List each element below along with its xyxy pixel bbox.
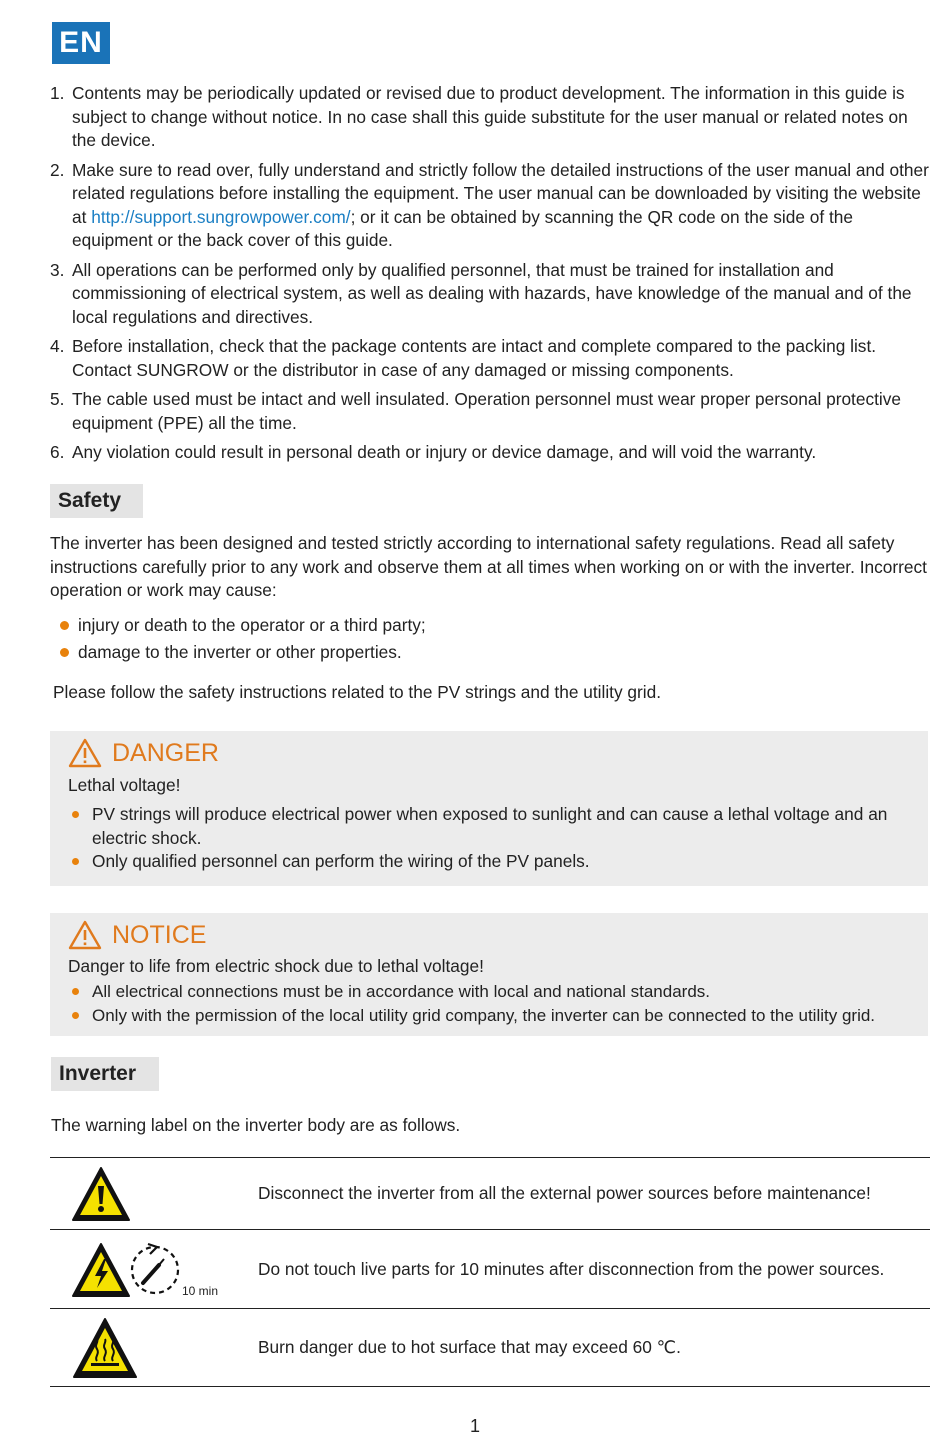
bullet-dot-icon — [72, 1012, 79, 1019]
warning-triangle-icon — [68, 920, 102, 950]
notice-title: NOTICE — [68, 920, 206, 950]
list-item-text: Contents may be periodically updated or revised due to product development. The information in this guide is subject to change without notice. In no case shall this guide substitute for the user manual or related notes on the device. — [72, 83, 908, 150]
list-item-text: ; or it can be obtained by scanning the QR code on the side of the equipment or the back cover of this guide. — [72, 206, 854, 250]
bullet-dot-icon — [72, 811, 79, 818]
list-item-text: Before installation, check that the package contents are intact and complete compared to the packing list. Contact SUNGROW or the distributor in case of any damaged or missing components. — [72, 336, 877, 380]
list-item-text: The cable used must be intact and well insulated. Operation personnel must wear proper personal protective equipment (PPE) all the time. — [72, 389, 902, 433]
danger-title: DANGER — [68, 738, 219, 768]
list-item-text: Make sure to read over, fully understand and strictly follow the detailed instructions of the user manual and other related regulations before installing the equipment. The user manual can be downloaded by visiting the website at — [72, 159, 929, 227]
electric-shock-icon — [71, 1242, 131, 1298]
bullet-dot-icon — [72, 988, 79, 995]
list-item: 1. Contents may be periodically updated or revised due to product development. The information in this guide is subject to change without notice. In no case shall this guide substitute for the user manual or related notes on the device. — [50, 83, 908, 150]
danger-bullets — [68, 803, 913, 874]
safety-bullets — [50, 614, 910, 664]
table-row — [50, 1309, 930, 1387]
language-badge: EN — [52, 22, 110, 64]
general-warning-icon — [71, 1166, 131, 1222]
list-item: injury or death to the operator or a third party; — [50, 614, 910, 638]
table-row — [50, 1230, 930, 1309]
list-item: 2. Make sure to read over, fully understand and strictly follow the detailed instructions of the user manual and other related regulations before installing the equipment. The user manual can be downloaded by visiting the website at http://support.sungrowpower.com/; or it can be obtained by scanning the QR code on the side of the equipment or the back cover of this guide. — [50, 159, 929, 250]
bullet-dot-icon — [60, 648, 69, 657]
list-item: Only qualified personnel can perform the wiring of the PV panels. — [68, 850, 913, 874]
support-link[interactable]: http://support.sungrowpower.com/ — [91, 206, 351, 227]
page-number: 1 — [469, 1416, 480, 1436]
list-item-text: Any violation could result in personal death or injury or device damage, and will void the warranty. — [72, 442, 817, 462]
bullet-dot-icon — [60, 621, 69, 630]
warning-triangle-icon — [68, 738, 102, 768]
list-item: Only with the permission of the local utility grid company, the inverter can be connected to the utility grid. — [68, 1004, 928, 1028]
notice-subtitle: Danger to life from electric shock due to lethal voltage! — [68, 956, 484, 976]
list-item: damage to the inverter or other properties. — [50, 641, 910, 665]
notice-box — [50, 913, 928, 1036]
inverter-heading: Inverter — [51, 1057, 159, 1091]
list-item: 5. The cable used must be intact and well insulated. Operation personnel must wear proper personal protective equipment (PPE) all the time. — [50, 389, 902, 433]
label-text: Burn danger due to hot surface that may exceed 60 ℃. — [258, 1309, 930, 1387]
list-item: All electrical connections must be in accordance with local and national standards. — [68, 980, 928, 1004]
timer-icon — [128, 1238, 182, 1296]
hot-surface-icon — [72, 1317, 138, 1379]
notice-bullets — [68, 980, 928, 1027]
label-text: Disconnect the inverter from all the external power sources before maintenance! — [258, 1158, 930, 1230]
safety-paragraph: The inverter has been designed and tested strictly according to international safety regulations. Read all safety instructions carefully prior to any work and observe them at all times when working on or with the inverter. Incorrect operation or work may cause: — [50, 533, 927, 600]
danger-box — [50, 731, 928, 886]
list-item: PV strings will produce electrical power when exposed to sunlight and can cause a lethal voltage and an electric shock. — [68, 803, 913, 850]
list-item: 4. Before installation, check that the package contents are intact and complete compared to the packing list. Contact SUNGROW or the distributor in case of any damaged or missing components. — [50, 336, 877, 380]
warning-label-table — [50, 1157, 930, 1387]
list-item: 3. All operations can be performed only by qualified personnel, that must be trained for installation and commissioning of electrical system, as well as dealing with hazards, have knowledge of the manual and of the local regulations and directives. — [50, 259, 912, 327]
list-item: 6. Any violation could result in personal death or injury or device damage, and will void the warranty. — [50, 442, 817, 462]
danger-subtitle: Lethal voltage! — [68, 775, 181, 795]
intro-list — [50, 82, 932, 471]
list-item-text: All operations can be performed only by qualified personnel, that must be trained for installation and commissioning of electrical system, as well as dealing with hazards, have knowledge of the manual and of the local regulations and directives. — [72, 259, 912, 327]
timer-label: 10 min — [182, 1284, 219, 1298]
table-row — [50, 1158, 930, 1230]
safety-follow-note: Please follow the safety instructions related to the PV strings and the utility grid. — [53, 682, 662, 702]
inverter-intro: The warning label on the inverter body are as follows. — [51, 1115, 461, 1135]
bullet-dot-icon — [72, 858, 79, 865]
label-text: Do not touch live parts for 10 minutes after disconnection from the power sources. — [258, 1230, 930, 1309]
safety-heading: Safety — [50, 484, 143, 518]
